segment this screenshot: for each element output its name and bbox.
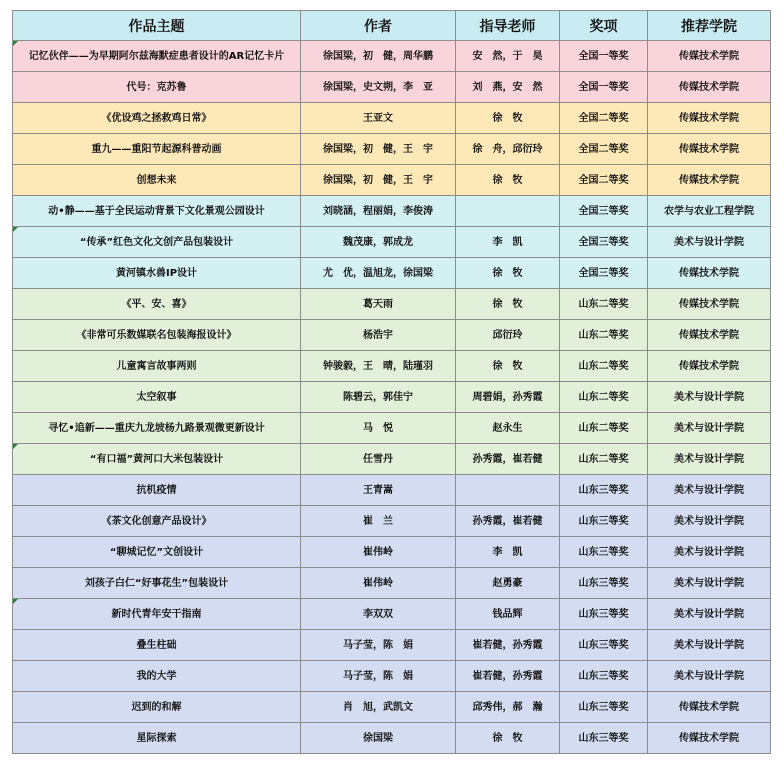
cell-author: 马子莹，陈 娟 (301, 661, 456, 692)
cell-college: 传媒技术学院 (648, 320, 771, 351)
table-body (13, 41, 771, 754)
cell-author: 陈碧云，郭佳宁 (301, 382, 456, 413)
cell-author: 杨浩宇 (301, 320, 456, 351)
table-row (13, 41, 771, 72)
cell-author: 徐国梁，初 健，王 宇 (301, 134, 456, 165)
cell-author: 王亚文 (301, 103, 456, 134)
cell-award: 山东三等奖 (560, 692, 648, 723)
header-advisor: 指导老师 (456, 11, 560, 41)
table-row (13, 444, 771, 475)
cell-award: 山东二等奖 (560, 413, 648, 444)
cell-award: 山东三等奖 (560, 537, 648, 568)
cell-title: 太空叙事 (13, 382, 301, 413)
cell-award: 全国三等奖 (560, 227, 648, 258)
cell-title: 代号：克苏鲁 (13, 72, 301, 103)
cell-advisor: 徐 牧 (456, 351, 560, 382)
cell-title: 重九——重阳节起源科普动画 (13, 134, 301, 165)
cell-title: “聊城记忆”文创设计 (13, 537, 301, 568)
header-row (13, 11, 771, 41)
table-row (13, 630, 771, 661)
cell-title: 我的大学 (13, 661, 301, 692)
table-row (13, 661, 771, 692)
table-row (13, 475, 771, 506)
cell-title: 创想未来 (13, 165, 301, 196)
cell-advisor: 李 凯 (456, 227, 560, 258)
table-row (13, 599, 771, 630)
header-title: 作品主题 (13, 11, 301, 41)
cell-advisor (456, 196, 560, 227)
cell-title: 《平、安、喜》 (13, 289, 301, 320)
cell-college: 美术与设计学院 (648, 630, 771, 661)
cell-title: 叠生柱础 (13, 630, 301, 661)
cell-title: 《非常可乐数媒联名包装海报设计》 (13, 320, 301, 351)
cell-advisor (456, 475, 560, 506)
cell-advisor: 刘 燕，安 然 (456, 72, 560, 103)
table-row (13, 692, 771, 723)
table-row (13, 227, 771, 258)
cell-award: 全国一等奖 (560, 41, 648, 72)
cell-title: 星际探索 (13, 723, 301, 754)
cell-advisor: 孙秀霞，崔若健 (456, 506, 560, 537)
cell-college: 传媒技术学院 (648, 351, 771, 382)
cell-award: 山东二等奖 (560, 289, 648, 320)
cell-title: 新时代青年安干指南 (13, 599, 301, 630)
cell-college: 传媒技术学院 (648, 103, 771, 134)
cell-award: 山东二等奖 (560, 320, 648, 351)
cell-author: 崔 兰 (301, 506, 456, 537)
table-row (13, 506, 771, 537)
cell-advisor: 崔若健，孙秀霞 (456, 661, 560, 692)
table-row (13, 103, 771, 134)
cell-advisor: 钱品辉 (456, 599, 560, 630)
table-row (13, 568, 771, 599)
cell-award: 山东二等奖 (560, 444, 648, 475)
cell-author: 肖 旭，武凯文 (301, 692, 456, 723)
cell-author: 徐国梁，初 健，周华鹏 (301, 41, 456, 72)
cell-advisor: 徐 牧 (456, 723, 560, 754)
cell-award: 山东三等奖 (560, 630, 648, 661)
cell-advisor: 徐 舟，邱衍玲 (456, 134, 560, 165)
cell-award: 山东三等奖 (560, 475, 648, 506)
cell-college: 美术与设计学院 (648, 599, 771, 630)
cell-award: 全国三等奖 (560, 258, 648, 289)
cell-advisor: 邱衍玲 (456, 320, 560, 351)
cell-college: 传媒技术学院 (648, 692, 771, 723)
table-row (13, 165, 771, 196)
cell-title: 《优设鸡之拯救鸡日常》 (13, 103, 301, 134)
cell-title: 寻忆•追新——重庆九龙坡杨九路景观微更新设计 (13, 413, 301, 444)
cell-advisor: 徐 牧 (456, 289, 560, 320)
cell-advisor: 邱秀伟，郝 瀚 (456, 692, 560, 723)
cell-title: 刘孩子白仁“好事花生”包装设计 (13, 568, 301, 599)
awards-table (12, 10, 771, 754)
cell-award: 全国一等奖 (560, 72, 648, 103)
cell-award: 山东三等奖 (560, 506, 648, 537)
cell-advisor: 李 凯 (456, 537, 560, 568)
table-row (13, 258, 771, 289)
table-row (13, 351, 771, 382)
cell-advisor: 赵勇豪 (456, 568, 560, 599)
cell-advisor: 孙秀霞，崔若健 (456, 444, 560, 475)
cell-author: 钟骏毅，王 晴，陆瑾羽 (301, 351, 456, 382)
cell-author: 王青嵩 (301, 475, 456, 506)
cell-author: 尤 优，温旭龙，徐国梁 (301, 258, 456, 289)
cell-college: 传媒技术学院 (648, 41, 771, 72)
cell-author: 徐国梁 (301, 723, 456, 754)
cell-college: 传媒技术学院 (648, 72, 771, 103)
cell-author: 崔伟岭 (301, 568, 456, 599)
cell-title: 记忆伙伴——为早期阿尔兹海默症患者设计的AR记忆卡片 (13, 41, 301, 72)
cell-author: 刘晓涵，程丽娟，李俊涛 (301, 196, 456, 227)
cell-college: 传媒技术学院 (648, 723, 771, 754)
cell-title: 黄河镇水兽IP设计 (13, 258, 301, 289)
cell-college: 传媒技术学院 (648, 165, 771, 196)
cell-title: 迟到的和解 (13, 692, 301, 723)
cell-advisor: 赵永生 (456, 413, 560, 444)
cell-college: 农学与农业工程学院 (648, 196, 771, 227)
table-row (13, 134, 771, 165)
cell-title: 儿童寓言故事两则 (13, 351, 301, 382)
cell-award: 山东三等奖 (560, 723, 648, 754)
table-row (13, 537, 771, 568)
cell-title: 动•静——基于全民运动背景下文化景观公园设计 (13, 196, 301, 227)
table-row (13, 382, 771, 413)
cell-advisor: 崔若健，孙秀霞 (456, 630, 560, 661)
cell-author: 李双双 (301, 599, 456, 630)
cell-college: 美术与设计学院 (648, 227, 771, 258)
cell-award: 山东三等奖 (560, 568, 648, 599)
cell-award: 山东三等奖 (560, 599, 648, 630)
table-row (13, 196, 771, 227)
table-row (13, 413, 771, 444)
cell-college: 传媒技术学院 (648, 289, 771, 320)
cell-advisor: 周碧娟，孙秀霞 (456, 382, 560, 413)
table-row (13, 723, 771, 754)
cell-award: 全国二等奖 (560, 134, 648, 165)
cell-title: “有口福”黄河口大米包装设计 (13, 444, 301, 475)
cell-author: 葛天雨 (301, 289, 456, 320)
cell-college: 美术与设计学院 (648, 382, 771, 413)
cell-college: 美术与设计学院 (648, 475, 771, 506)
cell-author: 徐国梁，初 健，王 宇 (301, 165, 456, 196)
cell-advisor: 徐 牧 (456, 258, 560, 289)
cell-award: 全国三等奖 (560, 196, 648, 227)
cell-college: 美术与设计学院 (648, 506, 771, 537)
header-author: 作者 (301, 11, 456, 41)
cell-author: 徐国梁，史文朔，李 亚 (301, 72, 456, 103)
cell-college: 美术与设计学院 (648, 413, 771, 444)
cell-college: 美术与设计学院 (648, 444, 771, 475)
cell-college: 传媒技术学院 (648, 258, 771, 289)
cell-author: 任雪丹 (301, 444, 456, 475)
cell-author: 马子莹，陈 娟 (301, 630, 456, 661)
cell-award: 山东二等奖 (560, 351, 648, 382)
cell-title: 《茶文化创意产品设计》 (13, 506, 301, 537)
cell-award: 山东二等奖 (560, 382, 648, 413)
header-college: 推荐学院 (648, 11, 771, 41)
table-row (13, 289, 771, 320)
cell-title: 抗机疫情 (13, 475, 301, 506)
cell-college: 美术与设计学院 (648, 537, 771, 568)
cell-advisor: 安 然，于 昊 (456, 41, 560, 72)
cell-college: 传媒技术学院 (648, 134, 771, 165)
cell-award: 全国二等奖 (560, 165, 648, 196)
cell-advisor: 徐 牧 (456, 103, 560, 134)
cell-author: 马 悦 (301, 413, 456, 444)
cell-college: 美术与设计学院 (648, 661, 771, 692)
cell-award: 全国二等奖 (560, 103, 648, 134)
cell-author: 魏茂康，郭成龙 (301, 227, 456, 258)
cell-college: 美术与设计学院 (648, 568, 771, 599)
table-row (13, 320, 771, 351)
cell-award: 山东三等奖 (560, 661, 648, 692)
header-award: 奖项 (560, 11, 648, 41)
table-row (13, 72, 771, 103)
cell-author: 崔伟岭 (301, 537, 456, 568)
cell-advisor: 徐 牧 (456, 165, 560, 196)
cell-title: “传承”红色文化文创产品包装设计 (13, 227, 301, 258)
